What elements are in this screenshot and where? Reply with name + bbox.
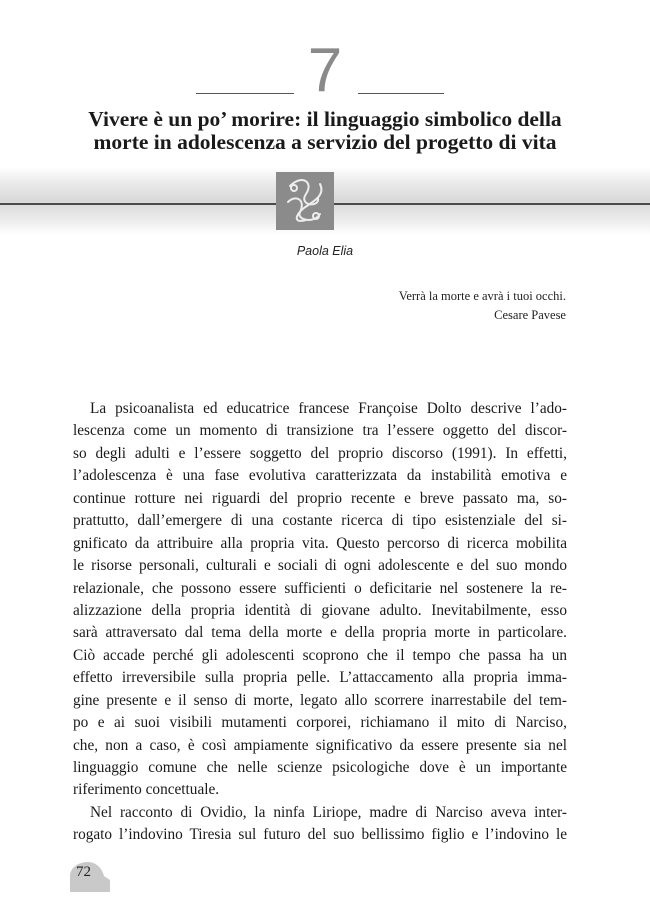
body-line: relazionale, che possono essere sufficienti o deficitarie nel sostenere la re- — [73, 579, 567, 597]
body-line: gine presente e il senso di morte, legato allo scorrere inarrestabile del tem- — [73, 691, 567, 709]
body-line: gnificato da attribuire alla propria vita. Questo percorso di ricerca mobilita — [73, 534, 567, 552]
body-line: so degli adulti e l’essere soggetto del proprio discorso (1991). In effetti, — [73, 444, 567, 462]
body-line: sarà attraversato dal tema della morte e della propria morte in particolare. — [73, 624, 567, 642]
body-line: che, non a caso, è così ampiamente significativo da essere presente sia nel — [73, 736, 567, 754]
epigraph — [399, 287, 566, 325]
epigraph-quote: Verrà la morte e avrà i tuoi occhi. — [398, 289, 566, 303]
body-line: effetto irreversibile sulla propria pelle. L’attaccamento alla propria imma- — [73, 669, 567, 687]
epigraph-source: Cesare Pavese — [494, 308, 566, 322]
body-line: alizzazione della propria identità di giovane adulto. Inevitabilmente, esso — [73, 601, 567, 619]
body-line: rogato l’indovino Tiresia sul futuro del suo bellissimo figlio e l’indovino le — [73, 826, 567, 844]
body-line: linguaggio comune che nelle scienze psicologiche dove è un importante — [73, 759, 567, 776]
chapter-title-line-1: Vivere è un po’ morire: il linguaggio simbolico della — [88, 107, 562, 131]
page-number: 72 — [76, 864, 91, 880]
body-line: le risorse personali, culturali e sociali di ogni adolescente e del suo mondo — [73, 557, 567, 575]
chapter-number: 7 — [307, 36, 343, 105]
author-name: Paola Elia — [296, 244, 354, 258]
body-line: l’adolescenza è una fase evolutiva caratterizzata da instabilità emotiva e — [73, 467, 567, 485]
body-line: continue rotture nei riguardi del proprio recente e breve passato ma, so- — [73, 489, 567, 507]
body-line: La psicoanalista ed educatrice francese Françoise Dolto descrive l’ado- — [90, 400, 567, 417]
body-line: riferimento concettuale. — [73, 781, 220, 799]
knot-ornament-icon — [276, 172, 334, 230]
chapter-rule-left — [196, 93, 294, 94]
body-line: Nel racconto di Ovidio, la ninfa Liriope, madre di Narciso aveva inter- — [90, 803, 567, 821]
body-text — [73, 398, 567, 847]
body-line: lescenza come un momento di transizione tra l’essere oggetto del discor- — [73, 422, 567, 440]
chapter-rule-right — [358, 93, 444, 94]
page-number-area — [66, 860, 114, 892]
body-line: prattutto, dall’emergere di una costante ricerca di tipo esistenziale del si- — [73, 512, 567, 530]
body-line: Ciò accade perché gli adolescenti scoprono che il tempo che passa ha un — [73, 646, 567, 664]
chapter-title-line-2: morte in adolescenza a servizio del progetto di vita — [93, 130, 557, 154]
chapter-title — [40, 108, 610, 154]
body-line: po e ai suoi visibili mutamenti corporei, richiamano il mito di Narciso, — [73, 714, 567, 732]
